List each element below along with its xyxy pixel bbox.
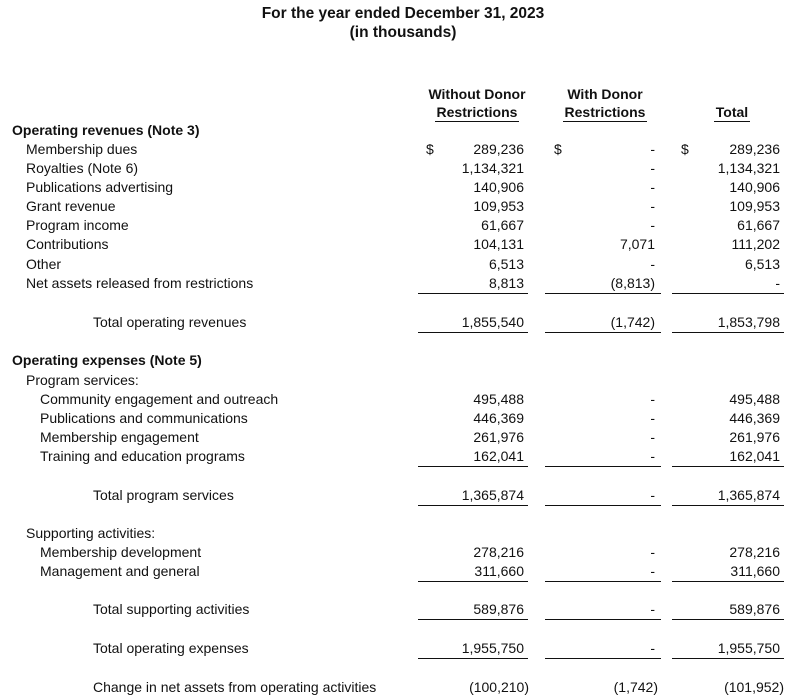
value-total: 311,660 (730, 563, 780, 579)
value-without-donor: 446,369 (473, 410, 524, 426)
total-row-operating-expenses (0, 639, 806, 658)
value-total: 446,369 (729, 410, 780, 426)
value-without-donor: 61,667 (481, 217, 524, 233)
total-row-operating-revenues (0, 313, 806, 332)
underline (545, 466, 661, 467)
underline (418, 466, 528, 467)
table-row (0, 140, 806, 159)
table-row (0, 274, 806, 293)
value-with-donor: - (650, 601, 655, 617)
value-without-donor: 278,216 (473, 544, 524, 560)
column-header-with-donor: With Donor Restrictions (564, 86, 646, 120)
value-without-donor: 6,513 (488, 256, 524, 272)
value-without-donor: 1,365,874 (461, 487, 524, 503)
table-row (0, 390, 806, 409)
value-total: 1,853,798 (717, 314, 780, 330)
row-label: Total program services (93, 487, 234, 503)
value-with-donor: - (650, 141, 655, 157)
value-total: 1,134,321 (717, 160, 780, 176)
underline (418, 581, 528, 582)
value-without-donor: 289,236 (473, 141, 524, 157)
value-total: 589,876 (729, 601, 780, 617)
value-total: 6,513 (744, 256, 780, 272)
value-total: 495,488 (729, 391, 780, 407)
total-row-supporting-activities (0, 600, 806, 619)
underline (545, 619, 661, 620)
table-row (0, 178, 806, 197)
underline (418, 658, 528, 659)
value-without-donor: 495,488 (473, 391, 524, 407)
underline (545, 293, 661, 294)
value-total: 1,955,750 (717, 640, 780, 656)
row-label: Management and general (40, 563, 200, 579)
value-total: 162,041 (729, 448, 780, 464)
value-with-donor: - (650, 179, 655, 195)
value-total: 289,236 (729, 141, 780, 157)
row-label: Program income (26, 217, 129, 233)
underline (545, 332, 661, 333)
value-with-donor: - (650, 391, 655, 407)
value-without-donor: 261,976 (473, 429, 524, 445)
table-row (0, 255, 806, 274)
value-with-donor: - (650, 640, 655, 656)
underline (418, 293, 528, 294)
table-row (0, 543, 806, 562)
value-total: - (775, 275, 780, 291)
underline (545, 505, 661, 506)
underline (672, 581, 784, 582)
section-heading-operating-expenses: Operating expenses (Note 5) (12, 352, 202, 368)
value-without-donor: 162,041 (473, 448, 524, 464)
currency-symbol: $ (681, 141, 689, 157)
value-with-donor: - (650, 429, 655, 445)
table-row (0, 562, 806, 581)
currency-symbol: $ (426, 141, 434, 157)
column-header-without-donor: Without Donor Restrictions (428, 86, 526, 120)
row-label: Membership development (40, 544, 202, 560)
row-label: Publications and communications (40, 410, 248, 426)
row-label: Training and education programs (40, 448, 245, 464)
value-without-donor: 311,660 (474, 563, 524, 579)
value-total: 140,906 (729, 179, 780, 195)
total-row-program-services (0, 486, 806, 505)
value-with-donor: - (650, 160, 655, 176)
table-row (0, 216, 806, 235)
row-label: Community engagement and outreach (40, 391, 279, 407)
value-with-donor: 7,071 (619, 236, 655, 252)
row-label: Total operating revenues (93, 314, 247, 330)
row-label: Other (26, 256, 62, 272)
row-change-in-net-assets (0, 678, 806, 697)
value-without-donor: 109,953 (473, 198, 524, 214)
table-row (0, 428, 806, 447)
value-with-donor: - (650, 198, 655, 214)
value-without-donor: (100,210) (469, 679, 529, 695)
value-with-donor: (1,742) (613, 679, 658, 695)
underline (672, 619, 784, 620)
underline (545, 658, 661, 659)
underline (672, 505, 784, 506)
underline (418, 332, 528, 333)
row-label: Total supporting activities (93, 601, 250, 617)
value-total: 111,202 (731, 236, 780, 252)
table-row (0, 235, 806, 254)
underline (418, 619, 528, 620)
section-heading-operating-revenues: Operating revenues (Note 3) (12, 122, 200, 138)
row-label: Change in net assets from operating activities (93, 679, 377, 695)
value-without-donor: 589,876 (473, 601, 524, 617)
value-with-donor: (1,742) (610, 314, 655, 330)
statement-subtitle: (in thousands) (349, 24, 457, 41)
row-label: Publications advertising (26, 179, 174, 195)
value-with-donor: - (650, 544, 655, 560)
subheading-program-services: Program services: (26, 372, 139, 388)
underline (672, 466, 784, 467)
statement-title: For the year ended December 31, 2023 (261, 5, 545, 22)
currency-symbol: $ (554, 141, 562, 157)
value-total: 278,216 (729, 544, 780, 560)
row-label: Royalties (Note 6) (26, 160, 139, 176)
row-label: Total operating expenses (93, 640, 249, 656)
row-label: Membership engagement (40, 429, 199, 445)
row-label: Contributions (26, 236, 109, 252)
value-total: 109,953 (729, 198, 780, 214)
value-total: (101,952) (724, 679, 784, 695)
value-without-donor: 1,134,321 (461, 160, 524, 176)
value-without-donor: 8,813 (488, 275, 524, 291)
underline (672, 293, 784, 294)
underline (418, 505, 528, 506)
table-row (0, 197, 806, 216)
underline (672, 658, 784, 659)
subheading-supporting-activities: Supporting activities: (26, 525, 156, 541)
value-with-donor: - (650, 410, 655, 426)
value-with-donor: - (650, 256, 655, 272)
underline (545, 581, 661, 582)
row-label: Grant revenue (26, 198, 116, 214)
value-with-donor: - (650, 448, 655, 464)
value-total: 61,667 (737, 217, 780, 233)
row-label: Net assets released from restrictions (26, 275, 254, 291)
value-without-donor: 140,906 (473, 179, 524, 195)
table-row (0, 409, 806, 428)
value-without-donor: 104,131 (473, 236, 524, 252)
column-header-total: Total (715, 104, 749, 120)
value-total: 1,365,874 (717, 487, 780, 503)
value-with-donor: - (650, 217, 655, 233)
value-with-donor: (8,813) (610, 275, 655, 291)
underline (672, 332, 784, 333)
table-row (0, 159, 806, 178)
value-total: 261,976 (729, 429, 780, 445)
value-without-donor: 1,955,750 (461, 640, 524, 656)
value-with-donor: - (650, 487, 655, 503)
table-row (0, 447, 806, 466)
value-without-donor: 1,855,540 (461, 314, 524, 330)
value-with-donor: - (650, 563, 655, 579)
row-label: Membership dues (26, 141, 138, 157)
